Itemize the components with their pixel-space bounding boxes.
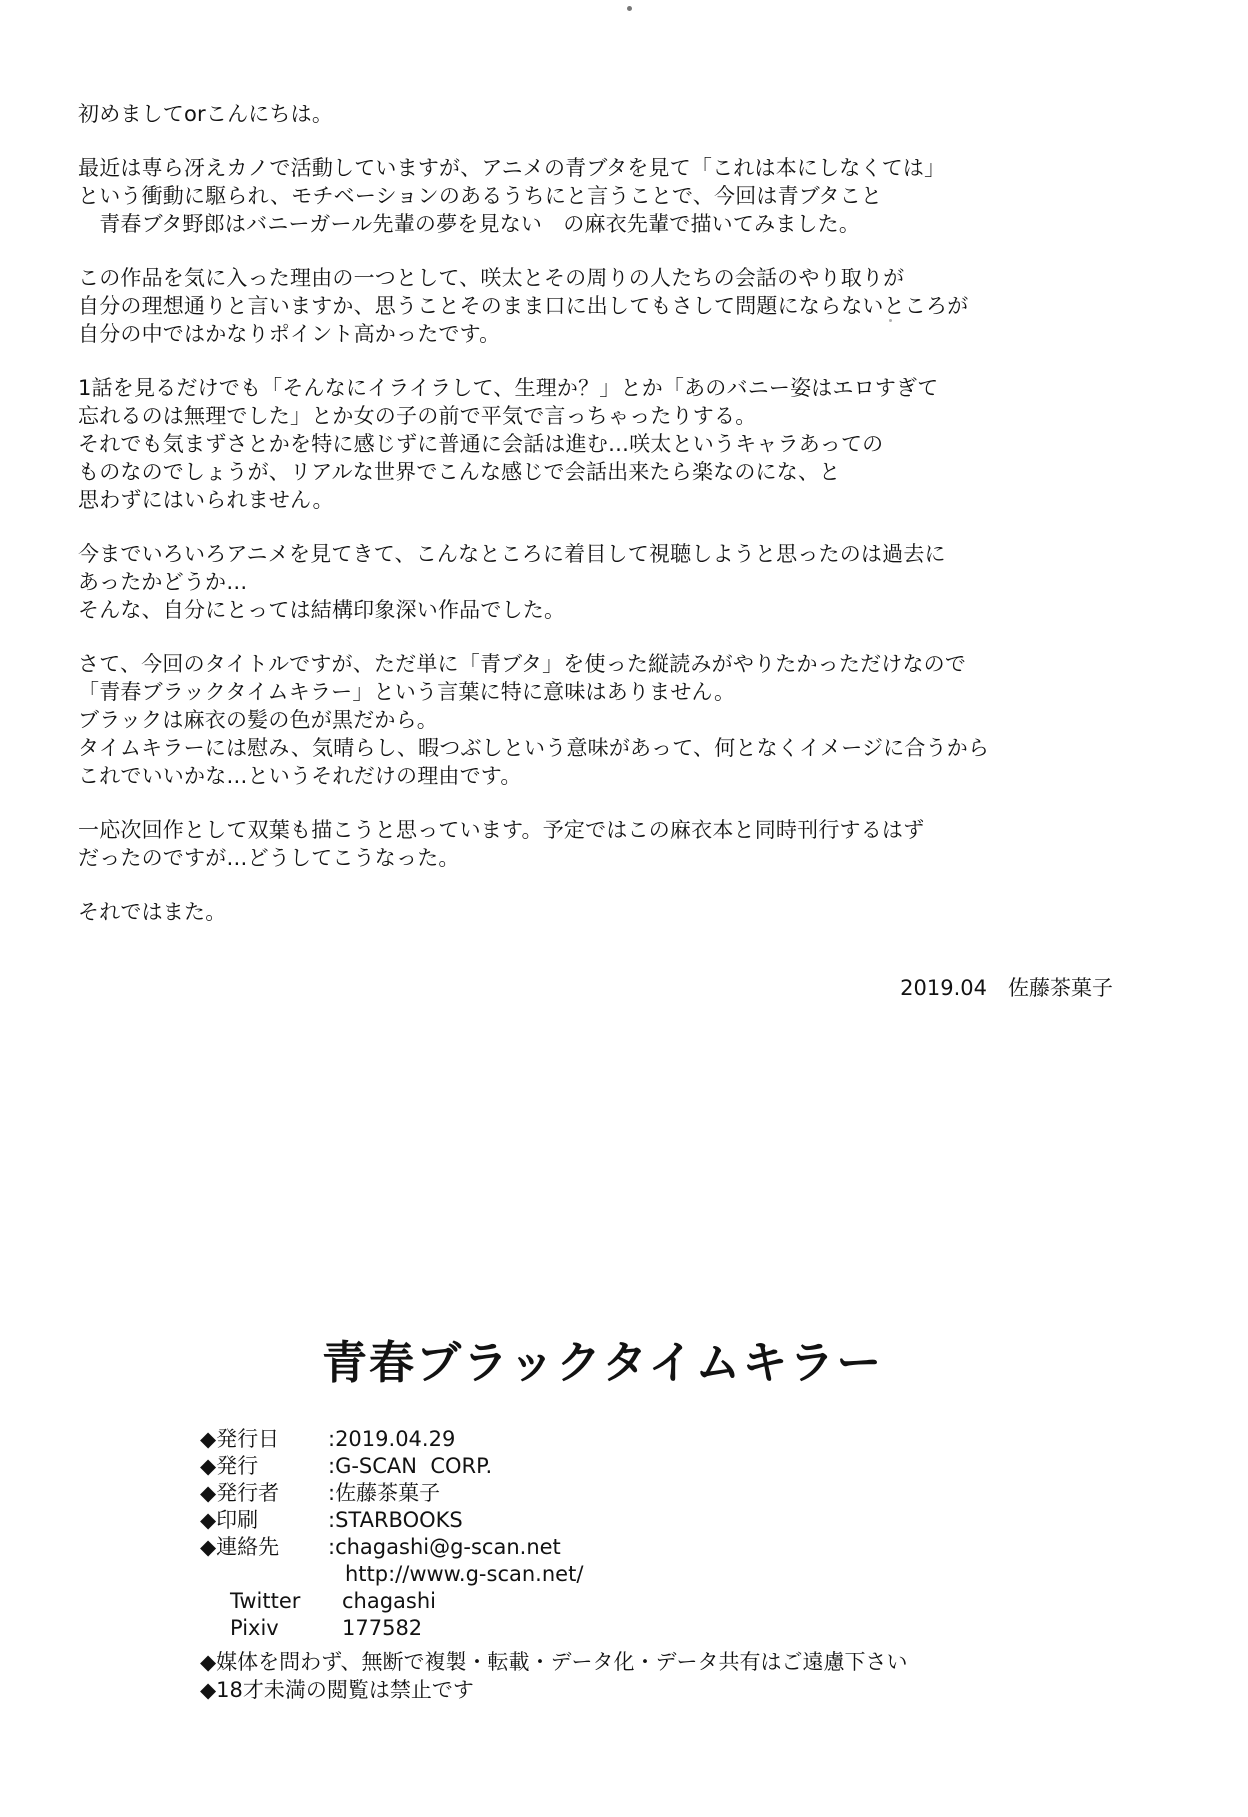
notices — [200, 1648, 907, 1704]
paragraph-farewell — [78, 898, 1208, 926]
text-line: さて、今回のタイトルですが、ただ単に「青ブタ」を使った縦読みがやりたかっただけなので — [78, 652, 967, 676]
text-line: 青春ブタ野郎はバニーガール先輩の夢を見ない の麻衣先輩で描いてみました。 — [78, 212, 861, 236]
colophon-row-publish-date — [200, 1426, 583, 1453]
text-line: だったのですが…どうしてこうなった。 — [78, 846, 460, 870]
pixiv-id: 177582 — [342, 1616, 423, 1640]
signature-line: 2019.04 佐藤茶菓子 — [900, 976, 1113, 1000]
colophon-value: :佐藤茶菓子 — [328, 1481, 441, 1505]
paragraph-intro — [78, 154, 1208, 238]
text-line: あったかどうか… — [78, 570, 248, 594]
paragraph-impression — [78, 540, 1208, 624]
text-line: 1話を見るだけでも「そんなにイライラして、生理か？」とか「あのバニー姿はエロすぎて — [78, 376, 939, 400]
paragraph-next-work — [78, 816, 1208, 872]
colophon-value: :chagashi@g-scan.net — [328, 1535, 561, 1559]
colophon-label: ◆連絡先 — [200, 1535, 280, 1559]
colophon — [200, 1426, 583, 1642]
text-line: 初めましてorこんにちは。 — [78, 102, 334, 126]
paragraph-episode1 — [78, 374, 1208, 514]
colophon-row-contact — [200, 1534, 583, 1561]
text-line: 自分の理想通りと言いますか、思うことそのまま口に出してもさして問題にならないところが — [78, 294, 969, 318]
text-line: 「青春ブラックタイムキラー」という言葉に特に意味はありません。 — [78, 680, 736, 704]
twitter-handle: chagashi — [342, 1589, 437, 1613]
text-line: ものなのでしょうが、リアルな世界でこんな感じで会話出来たら楽なのにな、と — [78, 460, 841, 484]
colophon-value: :STARBOOKS — [328, 1508, 463, 1532]
paragraph-greeting — [78, 100, 1208, 128]
paragraph-reason — [78, 264, 1208, 348]
colophon-row-publisher — [200, 1453, 583, 1480]
colophon-row-pixiv — [230, 1615, 583, 1642]
text-line: 一応次回作として双葉も描こうと思っています。予定ではこの麻衣本と同時刊行するはず — [78, 818, 925, 842]
colophon-label: ◆発行日 — [200, 1427, 280, 1451]
text-line: という衝動に駆られ、モチベーションのあるうちにと言うことで、今回は青ブタこと — [78, 184, 883, 208]
text-line: それではまた。 — [78, 900, 227, 924]
afterword-text — [78, 100, 1208, 952]
text-line: それでも気まずさとかを特に感じずに普通に会話は進む…咲太というキャラあっての — [78, 432, 884, 456]
text-line: これでいいかな…というそれだけの理由です。 — [78, 764, 522, 788]
colophon-row-printer — [200, 1507, 583, 1534]
scan-speck — [627, 6, 632, 11]
text-line: 最近は専ら冴えカノで活動していますが、アニメの青ブタを見て「これは本にしなくては」 — [78, 156, 946, 180]
colophon-label: ◆印刷 — [200, 1508, 259, 1532]
copyright-notice: ◆媒体を問わず、無断で複製・転載・データ化・データ共有はご遠慮下さい — [200, 1650, 908, 1674]
text-line: 思わずにはいられません。 — [78, 488, 334, 512]
pixiv-label: Pixiv — [230, 1616, 279, 1640]
colophon-label: ◆発行者 — [200, 1481, 280, 1505]
colophon-value: :G-SCAN CORP. — [328, 1454, 493, 1478]
text-line: ブラックは麻衣の髪の色が黒だから。 — [78, 708, 438, 732]
colophon-row-url — [345, 1561, 583, 1588]
publisher-url: http://www.g-scan.net/ — [345, 1562, 584, 1586]
text-line: タイムキラーには慰み、気晴らし、暇つぶしという意味があって、何となくイメージに合うから — [78, 736, 990, 760]
age-restriction-notice: ◆18才未満の閲覧は禁止です — [200, 1678, 474, 1702]
text-line: 忘れるのは無理でした」とか女の子の前で平気で言っちゃったりする。 — [78, 404, 757, 428]
text-line: この作品を気に入った理由の一つとして、咲太とその周りの人たちの会話のやり取りが — [78, 266, 905, 290]
paragraph-title-meaning — [78, 650, 1208, 790]
colophon-row-twitter — [230, 1588, 583, 1615]
text-line: 自分の中ではかなりポイント高かったです。 — [78, 322, 501, 346]
text-line: 今までいろいろアニメを見てきて、こんなところに着目して視聴しようと思ったのは過去に — [78, 542, 946, 566]
colophon-value: :2019.04.29 — [328, 1427, 456, 1451]
twitter-label: Twitter — [230, 1589, 301, 1613]
colophon-row-author — [200, 1480, 583, 1507]
colophon-label: ◆発行 — [200, 1454, 259, 1478]
text-line: そんな、自分にとっては結構印象深い作品でした。 — [78, 598, 566, 622]
book-title: 青春ブラックタイムキラー — [322, 1336, 884, 1389]
